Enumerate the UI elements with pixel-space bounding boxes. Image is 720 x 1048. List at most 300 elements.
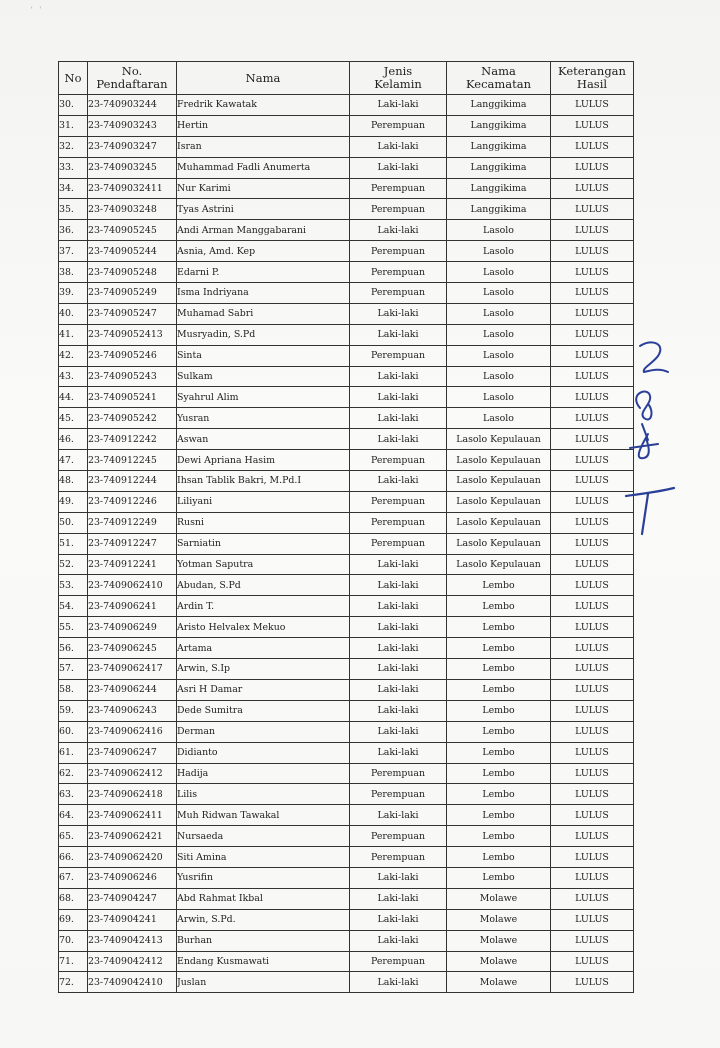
gender-cell: Laki-laki xyxy=(350,909,447,930)
registration-number-cell: 23-7409062417 xyxy=(88,659,177,680)
result-cell: LULUS xyxy=(551,784,634,805)
row-number-cell: 47. xyxy=(59,450,88,471)
row-number-cell: 30. xyxy=(59,95,88,116)
table-row xyxy=(59,617,634,638)
gender-cell: Laki-laki xyxy=(350,930,447,951)
district-cell: Lembo xyxy=(447,659,551,680)
participant-name-cell: Lilis xyxy=(177,784,350,805)
registration-number-cell: 23-7409062420 xyxy=(88,847,177,868)
result-cell: LULUS xyxy=(551,867,634,888)
table-row xyxy=(59,575,634,596)
registration-number-cell: 23-740906244 xyxy=(88,679,177,700)
gender-cell: Laki-laki xyxy=(350,888,447,909)
participant-name-cell: Burhan xyxy=(177,930,350,951)
registration-number-cell: 23-740903244 xyxy=(88,95,177,116)
registration-number-cell: 23-740904241 xyxy=(88,909,177,930)
district-cell: Molawe xyxy=(447,930,551,951)
district-cell: Langgikima xyxy=(447,95,551,116)
gender-cell: Perempuan xyxy=(350,345,447,366)
result-cell: LULUS xyxy=(551,324,634,345)
table-row xyxy=(59,157,634,178)
table-row xyxy=(59,596,634,617)
participant-name-cell: Muhamad Sabri xyxy=(177,303,350,324)
district-cell: Molawe xyxy=(447,972,551,993)
district-cell: Langgikima xyxy=(447,115,551,136)
result-cell: LULUS xyxy=(551,220,634,241)
registration-number-cell: 23-740905243 xyxy=(88,366,177,387)
table-row xyxy=(59,972,634,993)
participant-name-cell: Rusni xyxy=(177,512,350,533)
participant-name-cell: Endang Kusmawati xyxy=(177,951,350,972)
row-number-cell: 66. xyxy=(59,847,88,868)
result-cell: LULUS xyxy=(551,805,634,826)
registration-number-cell: 23-740906245 xyxy=(88,638,177,659)
gender-cell: Laki-laki xyxy=(350,679,447,700)
participant-name-cell: Didianto xyxy=(177,742,350,763)
participant-name-cell: Arwin, S.Pd. xyxy=(177,909,350,930)
gender-cell: Perempuan xyxy=(350,283,447,304)
header-gender: Jenis Kelamin xyxy=(350,62,447,95)
district-cell: Lembo xyxy=(447,742,551,763)
registration-number-cell: 23-7409062418 xyxy=(88,784,177,805)
result-cell: LULUS xyxy=(551,930,634,951)
registration-number-cell: 23-7409062411 xyxy=(88,805,177,826)
result-cell: LULUS xyxy=(551,387,634,408)
district-cell: Langgikima xyxy=(447,136,551,157)
registration-number-cell: 23-740905248 xyxy=(88,262,177,283)
table-row xyxy=(59,429,634,450)
district-cell: Lasolo xyxy=(447,283,551,304)
table-row xyxy=(59,408,634,429)
district-cell: Lembo xyxy=(447,700,551,721)
table-row xyxy=(59,763,634,784)
participant-name-cell: Andi Arman Manggabarani xyxy=(177,220,350,241)
gender-cell: Laki-laki xyxy=(350,972,447,993)
gender-cell: Perempuan xyxy=(350,199,447,220)
table-row xyxy=(59,679,634,700)
row-number-cell: 31. xyxy=(59,115,88,136)
registration-number-cell: 23-740912241 xyxy=(88,554,177,575)
handwritten-signature xyxy=(618,338,688,538)
table-row xyxy=(59,909,634,930)
row-number-cell: 38. xyxy=(59,262,88,283)
registration-number-cell: 23-740912244 xyxy=(88,471,177,492)
participant-name-cell: Muhammad Fadli Anumerta xyxy=(177,157,350,178)
result-cell: LULUS xyxy=(551,157,634,178)
result-cell: LULUS xyxy=(551,847,634,868)
registration-number-cell: 23-740905242 xyxy=(88,408,177,429)
scan-artifact: ‘‘ xyxy=(30,6,48,16)
gender-cell: Laki-laki xyxy=(350,700,447,721)
row-number-cell: 68. xyxy=(59,888,88,909)
gender-cell: Perempuan xyxy=(350,512,447,533)
registration-number-cell: 23-740912246 xyxy=(88,491,177,512)
result-cell: LULUS xyxy=(551,826,634,847)
row-number-cell: 49. xyxy=(59,491,88,512)
row-number-cell: 48. xyxy=(59,471,88,492)
result-cell: LULUS xyxy=(551,888,634,909)
row-number-cell: 61. xyxy=(59,742,88,763)
row-number-cell: 44. xyxy=(59,387,88,408)
table-row xyxy=(59,805,634,826)
gender-cell: Laki-laki xyxy=(350,387,447,408)
table-row xyxy=(59,303,634,324)
results-table xyxy=(58,61,634,993)
header-result: Keterangan Hasil xyxy=(551,62,634,95)
participant-name-cell: Fredrik Kawatak xyxy=(177,95,350,116)
registration-number-cell: 23-740905245 xyxy=(88,220,177,241)
table-row xyxy=(59,742,634,763)
table-row xyxy=(59,700,634,721)
table-row xyxy=(59,199,634,220)
table-row xyxy=(59,366,634,387)
row-number-cell: 36. xyxy=(59,220,88,241)
result-cell: LULUS xyxy=(551,136,634,157)
district-cell: Lembo xyxy=(447,847,551,868)
registration-number-cell: 23-740906243 xyxy=(88,700,177,721)
participant-name-cell: Hadija xyxy=(177,763,350,784)
registration-number-cell: 23-740906241 xyxy=(88,596,177,617)
gender-cell: Laki-laki xyxy=(350,659,447,680)
registration-number-cell: 23-740903247 xyxy=(88,136,177,157)
gender-cell: Perempuan xyxy=(350,262,447,283)
gender-cell: Laki-laki xyxy=(350,324,447,345)
participant-name-cell: Aswan xyxy=(177,429,350,450)
table-row xyxy=(59,847,634,868)
row-number-cell: 41. xyxy=(59,324,88,345)
table-header xyxy=(59,62,634,95)
result-cell: LULUS xyxy=(551,596,634,617)
participant-name-cell: Ardin T. xyxy=(177,596,350,617)
row-number-cell: 62. xyxy=(59,763,88,784)
district-cell: Lembo xyxy=(447,596,551,617)
district-cell: Lasolo Kepulauan xyxy=(447,471,551,492)
result-cell: LULUS xyxy=(551,491,634,512)
result-cell: LULUS xyxy=(551,679,634,700)
participant-name-cell: Dede Sumitra xyxy=(177,700,350,721)
result-cell: LULUS xyxy=(551,951,634,972)
registration-number-cell: 23-740905244 xyxy=(88,241,177,262)
gender-cell: Laki-laki xyxy=(350,408,447,429)
row-number-cell: 50. xyxy=(59,512,88,533)
table-row xyxy=(59,930,634,951)
gender-cell: Laki-laki xyxy=(350,617,447,638)
row-number-cell: 63. xyxy=(59,784,88,805)
result-cell: LULUS xyxy=(551,345,634,366)
district-cell: Molawe xyxy=(447,888,551,909)
gender-cell: Perempuan xyxy=(350,450,447,471)
gender-cell: Perempuan xyxy=(350,533,447,554)
table-row xyxy=(59,324,634,345)
result-cell: LULUS xyxy=(551,659,634,680)
result-cell: LULUS xyxy=(551,429,634,450)
result-cell: LULUS xyxy=(551,95,634,116)
gender-cell: Laki-laki xyxy=(350,638,447,659)
participant-name-cell: Nursaeda xyxy=(177,826,350,847)
row-number-cell: 33. xyxy=(59,157,88,178)
gender-cell: Perempuan xyxy=(350,115,447,136)
result-cell: LULUS xyxy=(551,575,634,596)
table-row xyxy=(59,784,634,805)
registration-number-cell: 23-740903248 xyxy=(88,199,177,220)
registration-number-cell: 23-740905247 xyxy=(88,303,177,324)
district-cell: Lasolo xyxy=(447,241,551,262)
table-row xyxy=(59,533,634,554)
registration-number-cell: 23-740906246 xyxy=(88,867,177,888)
result-cell: LULUS xyxy=(551,512,634,533)
row-number-cell: 39. xyxy=(59,283,88,304)
header-no: No xyxy=(59,62,88,95)
table-row xyxy=(59,554,634,575)
participant-name-cell: Aristo Helvalex Mekuo xyxy=(177,617,350,638)
participant-name-cell: Sinta xyxy=(177,345,350,366)
table-row xyxy=(59,241,634,262)
result-cell: LULUS xyxy=(551,721,634,742)
participant-name-cell: Yotman Saputra xyxy=(177,554,350,575)
result-cell: LULUS xyxy=(551,408,634,429)
registration-number-cell: 23-7409042412 xyxy=(88,951,177,972)
row-number-cell: 54. xyxy=(59,596,88,617)
gender-cell: Laki-laki xyxy=(350,429,447,450)
row-number-cell: 35. xyxy=(59,199,88,220)
row-number-cell: 57. xyxy=(59,659,88,680)
row-number-cell: 55. xyxy=(59,617,88,638)
gender-cell: Laki-laki xyxy=(350,575,447,596)
row-number-cell: 42. xyxy=(59,345,88,366)
row-number-cell: 43. xyxy=(59,366,88,387)
row-number-cell: 40. xyxy=(59,303,88,324)
table-row xyxy=(59,951,634,972)
district-cell: Lembo xyxy=(447,721,551,742)
result-cell: LULUS xyxy=(551,471,634,492)
result-cell: LULUS xyxy=(551,617,634,638)
table-row xyxy=(59,826,634,847)
participant-name-cell: Asnia, Amd. Kep xyxy=(177,241,350,262)
registration-number-cell: 23-7409042410 xyxy=(88,972,177,993)
district-cell: Lasolo xyxy=(447,220,551,241)
row-number-cell: 72. xyxy=(59,972,88,993)
table-row xyxy=(59,888,634,909)
registration-number-cell: 23-740912249 xyxy=(88,512,177,533)
result-cell: LULUS xyxy=(551,262,634,283)
row-number-cell: 34. xyxy=(59,178,88,199)
district-cell: Lasolo xyxy=(447,303,551,324)
participant-name-cell: Yusran xyxy=(177,408,350,429)
table-body xyxy=(59,95,634,993)
district-cell: Lasolo Kepulauan xyxy=(447,450,551,471)
district-cell: Lasolo xyxy=(447,345,551,366)
participant-name-cell: Derman xyxy=(177,721,350,742)
district-cell: Lembo xyxy=(447,679,551,700)
participant-name-cell: Nur Karimi xyxy=(177,178,350,199)
district-cell: Lasolo Kepulauan xyxy=(447,512,551,533)
gender-cell: Laki-laki xyxy=(350,721,447,742)
row-number-cell: 64. xyxy=(59,805,88,826)
registration-number-cell: 23-740912247 xyxy=(88,533,177,554)
participant-name-cell: Isma Indriyana xyxy=(177,283,350,304)
district-cell: Lasolo xyxy=(447,262,551,283)
district-cell: Lembo xyxy=(447,617,551,638)
gender-cell: Laki-laki xyxy=(350,95,447,116)
registration-number-cell: 23-740905249 xyxy=(88,283,177,304)
participant-name-cell: Abd Rahmat Ikbal xyxy=(177,888,350,909)
result-cell: LULUS xyxy=(551,638,634,659)
row-number-cell: 32. xyxy=(59,136,88,157)
registration-number-cell: 23-740905246 xyxy=(88,345,177,366)
result-cell: LULUS xyxy=(551,241,634,262)
participant-name-cell: Hertin xyxy=(177,115,350,136)
header-district: Nama Kecamatan xyxy=(447,62,551,95)
participant-name-cell: Dewi Apriana Hasim xyxy=(177,450,350,471)
table-row xyxy=(59,220,634,241)
gender-cell: Perempuan xyxy=(350,847,447,868)
participant-name-cell: Musryadin, S.Pd xyxy=(177,324,350,345)
row-number-cell: 53. xyxy=(59,575,88,596)
district-cell: Lasolo Kepulauan xyxy=(447,491,551,512)
row-number-cell: 65. xyxy=(59,826,88,847)
registration-number-cell: 23-740912242 xyxy=(88,429,177,450)
participant-name-cell: Sarniatin xyxy=(177,533,350,554)
district-cell: Lasolo xyxy=(447,366,551,387)
participant-name-cell: Abudan, S.Pd xyxy=(177,575,350,596)
participant-name-cell: Liliyani xyxy=(177,491,350,512)
district-cell: Lasolo Kepulauan xyxy=(447,554,551,575)
participant-name-cell: Asri H Damar xyxy=(177,679,350,700)
participant-name-cell: Tyas Astrini xyxy=(177,199,350,220)
registration-number-cell: 23-740904247 xyxy=(88,888,177,909)
row-number-cell: 69. xyxy=(59,909,88,930)
result-cell: LULUS xyxy=(551,972,634,993)
gender-cell: Laki-laki xyxy=(350,366,447,387)
result-cell: LULUS xyxy=(551,700,634,721)
row-number-cell: 51. xyxy=(59,533,88,554)
gender-cell: Laki-laki xyxy=(350,303,447,324)
row-number-cell: 70. xyxy=(59,930,88,951)
participant-name-cell: Juslan xyxy=(177,972,350,993)
district-cell: Lembo xyxy=(447,763,551,784)
gender-cell: Perempuan xyxy=(350,951,447,972)
district-cell: Lembo xyxy=(447,638,551,659)
table-row xyxy=(59,867,634,888)
participant-name-cell: Sulkam xyxy=(177,366,350,387)
row-number-cell: 60. xyxy=(59,721,88,742)
district-cell: Lasolo Kepulauan xyxy=(447,429,551,450)
gender-cell: Laki-laki xyxy=(350,471,447,492)
participant-name-cell: Isran xyxy=(177,136,350,157)
gender-cell: Perempuan xyxy=(350,784,447,805)
result-cell: LULUS xyxy=(551,283,634,304)
district-cell: Lembo xyxy=(447,867,551,888)
table-row xyxy=(59,721,634,742)
participant-name-cell: Yusrifin xyxy=(177,867,350,888)
table-row xyxy=(59,262,634,283)
registration-number-cell: 23-7409062410 xyxy=(88,575,177,596)
gender-cell: Perempuan xyxy=(350,763,447,784)
table-row xyxy=(59,450,634,471)
table-row xyxy=(59,178,634,199)
row-number-cell: 46. xyxy=(59,429,88,450)
registration-number-cell: 23-7409062416 xyxy=(88,721,177,742)
table-row xyxy=(59,95,634,116)
row-number-cell: 45. xyxy=(59,408,88,429)
registration-number-cell: 23-740906249 xyxy=(88,617,177,638)
gender-cell: Perempuan xyxy=(350,178,447,199)
result-cell: LULUS xyxy=(551,554,634,575)
table-row xyxy=(59,115,634,136)
row-number-cell: 56. xyxy=(59,638,88,659)
result-cell: LULUS xyxy=(551,450,634,471)
row-number-cell: 71. xyxy=(59,951,88,972)
result-cell: LULUS xyxy=(551,742,634,763)
district-cell: Lembo xyxy=(447,805,551,826)
result-cell: LULUS xyxy=(551,178,634,199)
row-number-cell: 67. xyxy=(59,867,88,888)
district-cell: Lembo xyxy=(447,784,551,805)
table-row xyxy=(59,471,634,492)
table-row xyxy=(59,283,634,304)
participant-name-cell: Muh Ridwan Tawakal xyxy=(177,805,350,826)
participant-name-cell: Artama xyxy=(177,638,350,659)
district-cell: Molawe xyxy=(447,909,551,930)
result-cell: LULUS xyxy=(551,199,634,220)
district-cell: Lasolo xyxy=(447,408,551,429)
registration-number-cell: 23-7409062421 xyxy=(88,826,177,847)
gender-cell: Laki-laki xyxy=(350,136,447,157)
result-cell: LULUS xyxy=(551,366,634,387)
result-cell: LULUS xyxy=(551,909,634,930)
gender-cell: Laki-laki xyxy=(350,742,447,763)
district-cell: Langgikima xyxy=(447,178,551,199)
registration-number-cell: 23-740903243 xyxy=(88,115,177,136)
district-cell: Langgikima xyxy=(447,199,551,220)
registration-number-cell: 23-740905241 xyxy=(88,387,177,408)
registration-number-cell: 23-7409062412 xyxy=(88,763,177,784)
gender-cell: Laki-laki xyxy=(350,596,447,617)
result-cell: LULUS xyxy=(551,303,634,324)
gender-cell: Perempuan xyxy=(350,491,447,512)
registration-number-cell: 23-740912245 xyxy=(88,450,177,471)
gender-cell: Laki-laki xyxy=(350,867,447,888)
header-registration-number: No. Pendaftaran xyxy=(88,62,177,95)
district-cell: Langgikima xyxy=(447,157,551,178)
participant-name-cell: Syahrul Alim xyxy=(177,387,350,408)
result-cell: LULUS xyxy=(551,763,634,784)
participant-name-cell: Arwin, S.Ip xyxy=(177,659,350,680)
registration-number-cell: 23-7409042413 xyxy=(88,930,177,951)
registration-number-cell: 23-7409052413 xyxy=(88,324,177,345)
result-cell: LULUS xyxy=(551,115,634,136)
gender-cell: Laki-laki xyxy=(350,157,447,178)
registration-number-cell: 23-7409032411 xyxy=(88,178,177,199)
row-number-cell: 52. xyxy=(59,554,88,575)
gender-cell: Perempuan xyxy=(350,241,447,262)
table-row xyxy=(59,491,634,512)
table-row xyxy=(59,512,634,533)
registration-number-cell: 23-740903245 xyxy=(88,157,177,178)
row-number-cell: 37. xyxy=(59,241,88,262)
table-row xyxy=(59,659,634,680)
table-row xyxy=(59,136,634,157)
row-number-cell: 59. xyxy=(59,700,88,721)
table-row xyxy=(59,345,634,366)
district-cell: Molawe xyxy=(447,951,551,972)
district-cell: Lembo xyxy=(447,826,551,847)
result-cell: LULUS xyxy=(551,533,634,554)
table-row xyxy=(59,638,634,659)
participant-name-cell: Ihsan Tablik Bakri, M.Pd.I xyxy=(177,471,350,492)
table-row xyxy=(59,387,634,408)
gender-cell: Perempuan xyxy=(350,826,447,847)
